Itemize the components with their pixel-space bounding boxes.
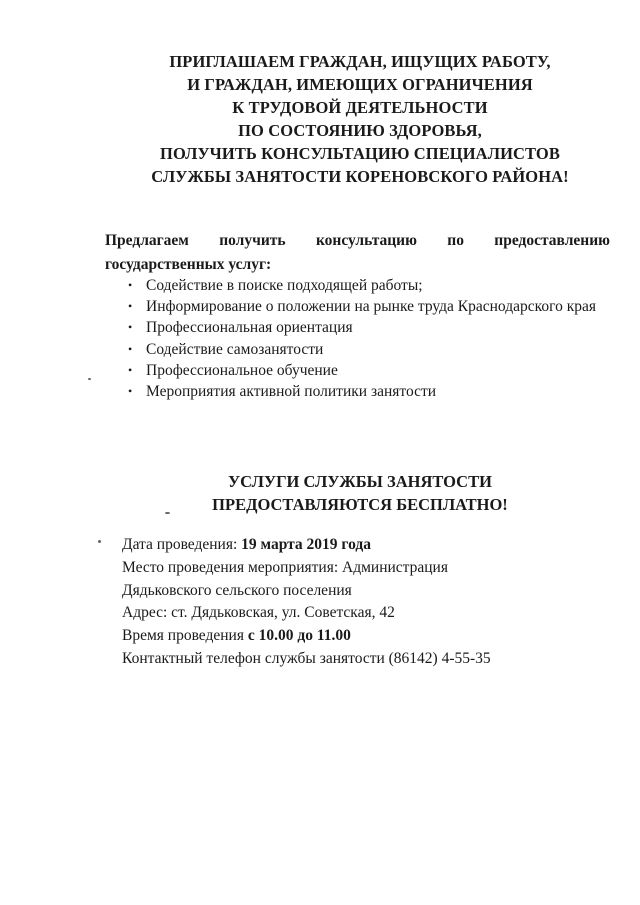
free-note-line: УСЛУГИ СЛУЖБЫ ЗАНЯТОСТИ	[228, 472, 492, 491]
scan-speck	[98, 540, 101, 543]
headline-line: ПОЛУЧИТЬ КОНСУЛЬТАЦИЮ СПЕЦИАЛИСТОВ	[160, 144, 560, 163]
headline-line: И ГРАЖДАН, ИМЕЮЩИХ ОГРАНИЧЕНИЯ	[187, 75, 533, 94]
list-item	[128, 317, 618, 338]
date-label: Дата проведения:	[122, 536, 242, 553]
time-value: с 10.00 до 11.00	[247, 627, 351, 645]
list-item	[128, 296, 618, 317]
event-address: Адрес: ст. Дядьковская, ул. Советская, 42	[122, 604, 395, 622]
service-label: Содействие самозанятости	[146, 340, 324, 358]
headline-line: К ТРУДОВОЙ ДЕЯТЕЛЬНОСТИ	[232, 98, 488, 117]
bullet-icon: •	[128, 362, 133, 377]
bullet-icon: •	[128, 299, 133, 314]
event-phone: Контактный телефон службы занятости (86142) 4-55-35	[122, 649, 491, 667]
service-label: Информирование о положении на рынке труда Краснодарского края	[146, 298, 596, 316]
bullet-icon: •	[128, 278, 133, 292]
service-label: Профессиональная ориентация	[146, 319, 353, 337]
time-label: Время проведения	[122, 627, 248, 645]
bullet-icon: •	[128, 341, 133, 356]
event-time	[122, 625, 622, 648]
list-item	[128, 360, 618, 381]
headline	[100, 50, 620, 188]
bullet-icon: •	[128, 320, 133, 335]
headline-line: СЛУЖБЫ ЗАНЯТОСТИ КОРЕНОВСКОГО РАЙОНА!	[151, 167, 569, 186]
scan-speck	[165, 512, 170, 514]
scan-speck	[88, 378, 91, 380]
free-note-line: ПРЕДОСТАВЛЯЮТСЯ БЕСПЛАТНО!	[212, 495, 508, 514]
event-details	[122, 534, 622, 671]
intro-text: Предлагаем получить консультацию по предоставлению государственных услуг:	[105, 232, 610, 273]
bullet-icon: •	[128, 384, 133, 399]
list-item	[128, 339, 618, 360]
event-date	[122, 534, 622, 557]
event-place-line: Место проведения мероприятия: Администрация	[122, 558, 448, 576]
date-value: 19 марта 2019 года	[241, 536, 371, 553]
services-list	[128, 275, 618, 402]
free-services-note	[160, 470, 560, 516]
list-item	[128, 381, 618, 402]
headline-line: ПО СОСТОЯНИЮ ЗДОРОВЬЯ,	[238, 121, 482, 140]
list-item	[128, 275, 618, 296]
event-place-line: Дядьковского сельского поселения	[122, 581, 352, 599]
service-label: Содействие в поиске подходящей работы;	[146, 277, 423, 294]
headline-line: ПРИГЛАШАЕМ ГРАЖДАН, ИЩУЩИХ РАБОТУ,	[169, 52, 551, 71]
service-label: Профессиональное обучение	[146, 361, 338, 379]
service-label: Мероприятия активной политики занятости	[146, 383, 437, 401]
